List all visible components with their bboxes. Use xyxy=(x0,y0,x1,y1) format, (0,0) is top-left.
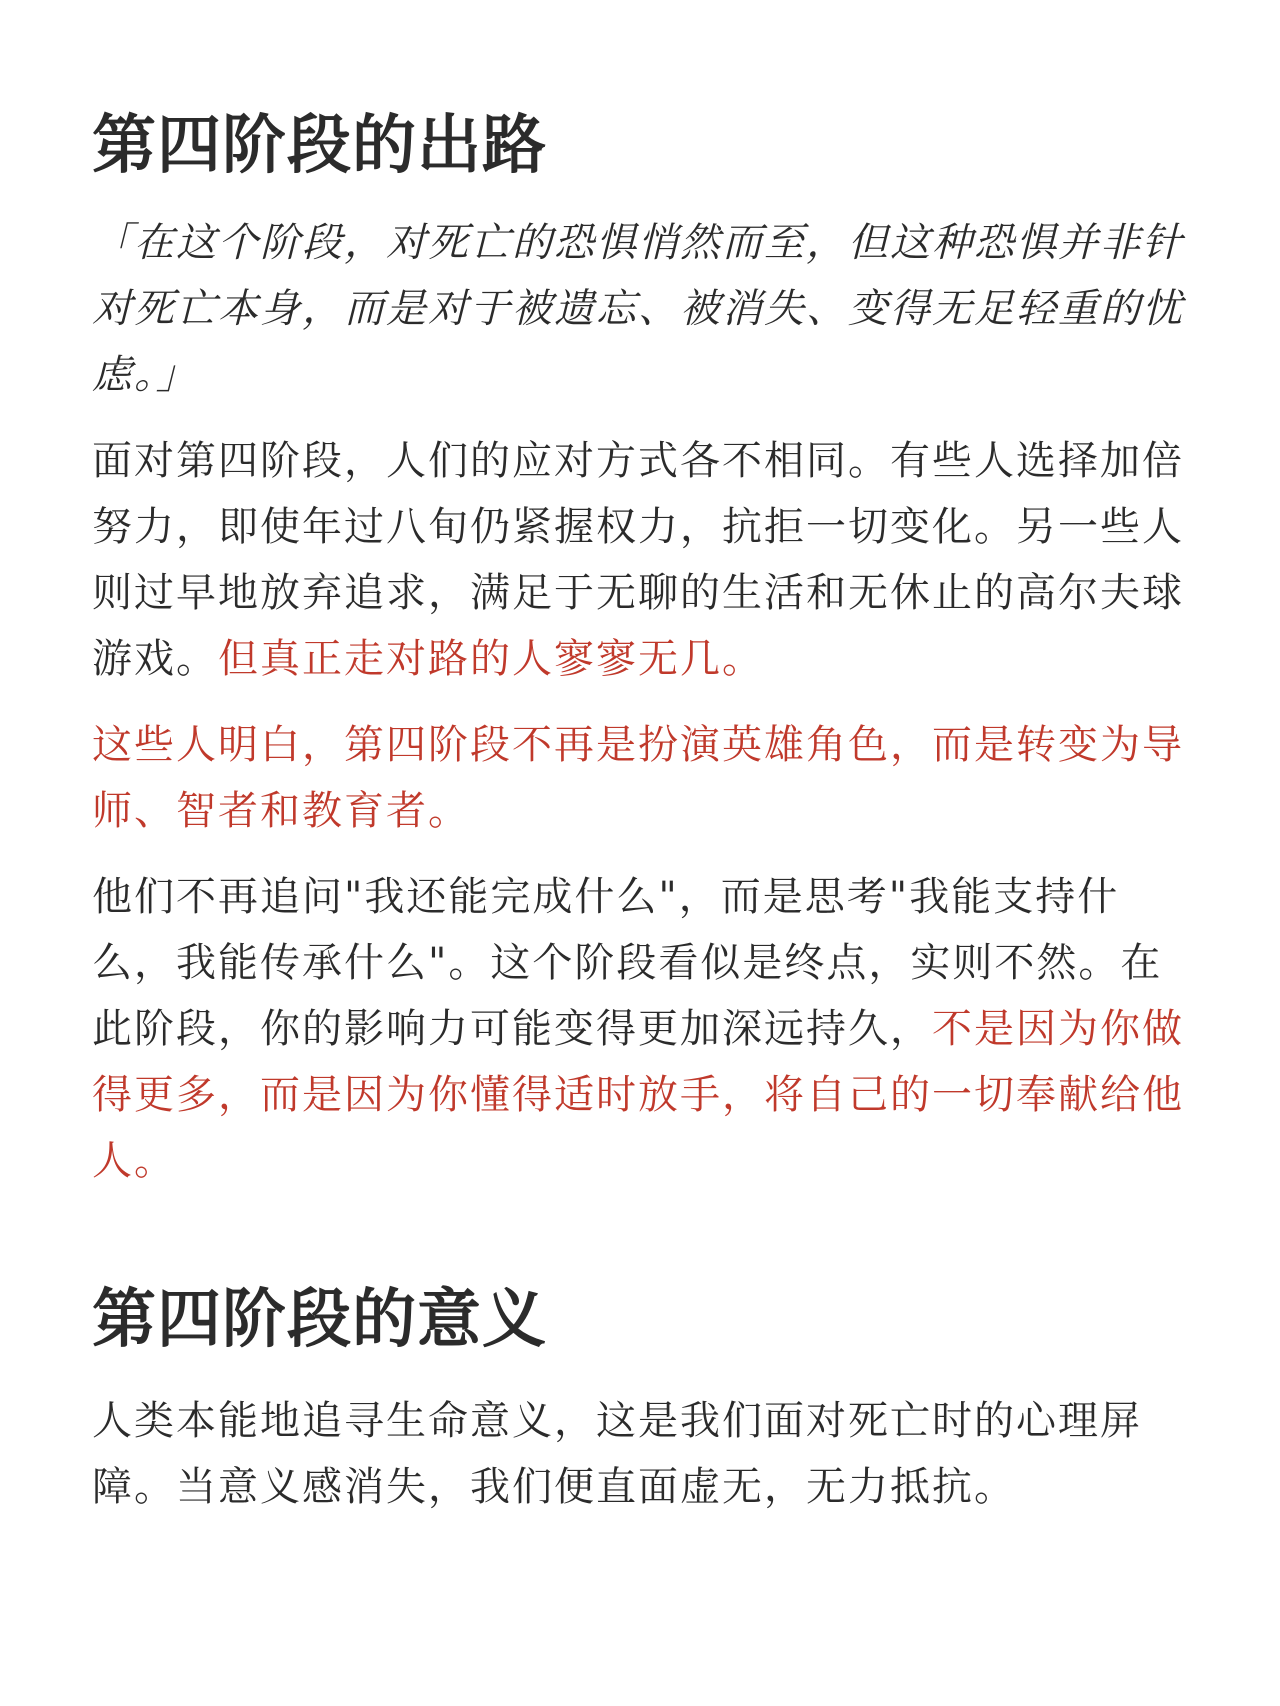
article-content xyxy=(92,104,1202,1540)
section-title-meaning: 第四阶段的意义 xyxy=(92,1282,547,1357)
highlight-text: 不是因为你做得更多，而是因为你懂得适时放手，将自己的一切奉献给他人。 xyxy=(92,1006,1184,1184)
paragraph-meaning: 人类本能地追寻生命意义，这是我们面对死亡时的心理屏障。当意义感消失，我们便直面虚无，无力抵抗。 xyxy=(92,1398,1142,1510)
paragraph-text: 他们不再追问"我还能完成什么"，而是思考"我能支持什么，我能传承什么"。这个阶段看似是终点，实则不然。在此阶段，你的影响力可能变得更加深远持久， xyxy=(92,874,1163,1052)
paragraph-responses xyxy=(92,428,1202,692)
paragraph-legacy xyxy=(92,864,1202,1194)
section-title-way-out: 第四阶段的出路 xyxy=(92,108,547,183)
quote-paragraph: 「在这个阶段，对死亡的恐惧悄然而至，但这种恐惧并非针对死亡本身，而是对于被遗忘、被消失、变得无足轻重的忧虑。」 xyxy=(92,220,1184,398)
highlight-text: 但真正走对路的人寥寥无几。 xyxy=(218,636,764,682)
paragraph-mentor-highlight: 这些人明白，第四阶段不再是扮演英雄角色，而是转变为导师、智者和教育者。 xyxy=(92,722,1184,834)
paragraph-text: 面对第四阶段，人们的应对方式各不相同。有些人选择加倍努力，即使年过八旬仍紧握权力，抗拒一切变化。另一些人则过早地放弃追求，满足于无聊的生活和无休止的高尔夫球游戏。 xyxy=(92,438,1184,682)
